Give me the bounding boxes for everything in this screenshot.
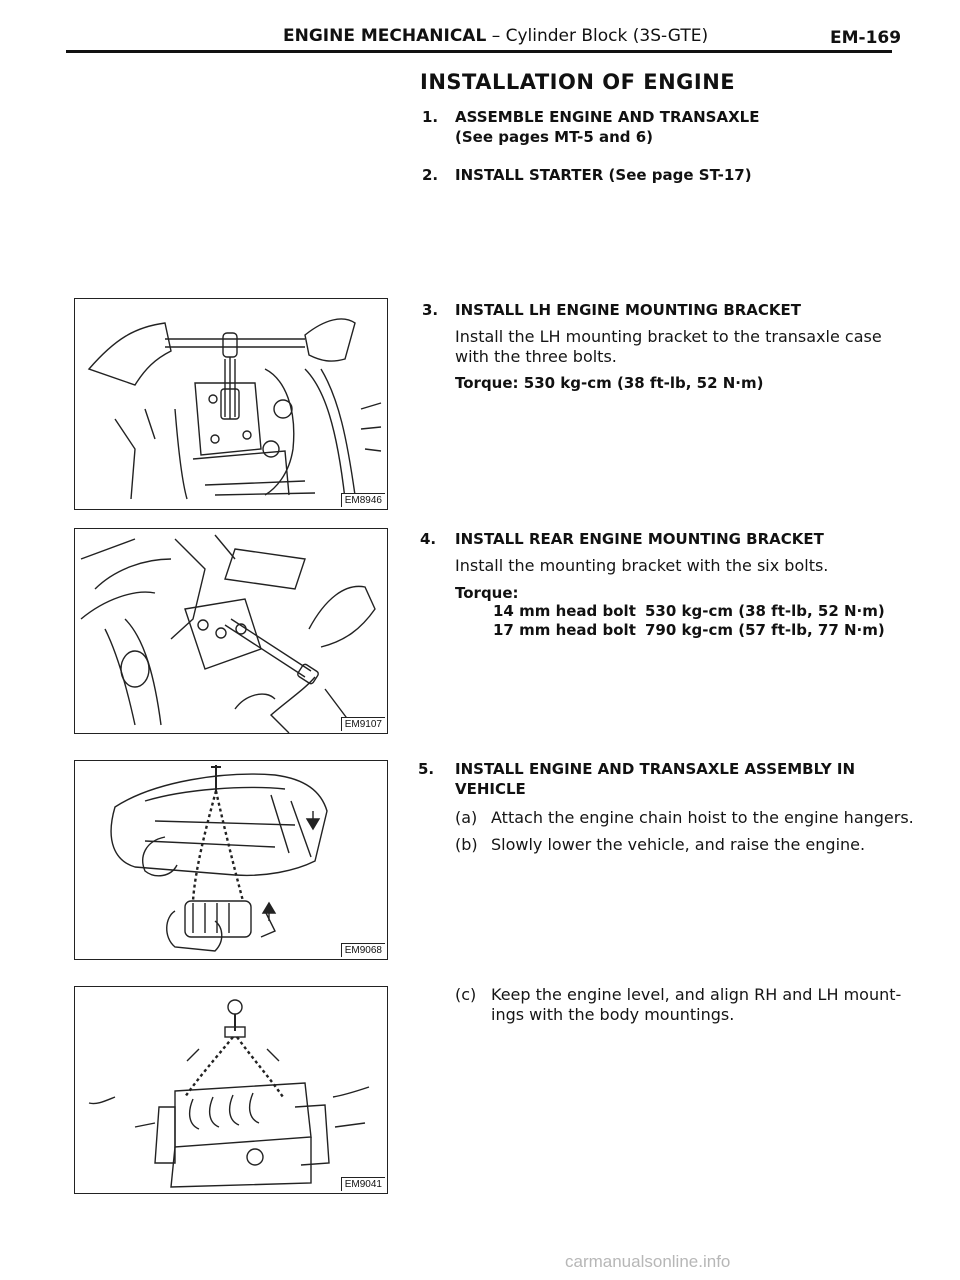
header-title-bold: ENGINE MECHANICAL [283, 26, 487, 46]
vehicle-engine-hoist-illustration [75, 761, 387, 959]
figure-code: EM8946 [341, 493, 385, 507]
substep-b-label: (b) [455, 835, 478, 854]
step-5-heading-line-1: INSTALL ENGINE AND TRANSAXLE ASSEMBLY IN [455, 760, 856, 778]
figure-em9068 [74, 760, 388, 960]
wrench-on-bracket-illustration [75, 299, 387, 509]
substep-c-line-1: Keep the engine level, and align RH and LH mount- [491, 985, 902, 1004]
substep-c-text [491, 985, 901, 1025]
substep-a-label: (a) [455, 808, 478, 827]
step-3-body-line-1: Install the LH mounting bracket to the transaxle case [455, 327, 882, 346]
substep-c-label: (c) [455, 985, 477, 1004]
figure-em9041 [74, 986, 388, 1194]
footer-watermark[interactable]: carmanualsonline.info [565, 1252, 731, 1271]
torque-row-value: 790 kg-cm (57 ft-lb, 77 N·m) [645, 621, 885, 639]
figure-em9107 [74, 528, 388, 734]
substep-c-line-2: ings with the body mountings. [491, 1005, 735, 1024]
step-3-body-line-2: with the three bolts. [455, 347, 617, 366]
section-title: INSTALLATION OF ENGINE [420, 70, 736, 94]
step-2-heading: INSTALL STARTER (See page ST-17) [455, 166, 752, 184]
header-title-rest: – Cylinder Block (3S-GTE) [486, 26, 709, 46]
figure-code: EM9107 [341, 717, 385, 731]
step-5-number: 5. [418, 760, 435, 778]
step-2-number: 2. [422, 166, 439, 184]
torque-row-bolt: 14 mm head bolt [493, 602, 636, 620]
step-5-heading [455, 759, 855, 799]
step-1-number: 1. [422, 108, 439, 126]
substep-a-text: Attach the engine chain hoist to the engine hangers. [491, 808, 914, 827]
header-rule [66, 50, 892, 53]
step-1-heading [455, 107, 759, 147]
step-3-number: 3. [422, 301, 439, 319]
substep-b-text: Slowly lower the vehicle, and raise the engine. [491, 835, 866, 854]
step-4-number: 4. [420, 530, 437, 548]
torque-row-bolt: 17 mm head bolt [493, 621, 636, 639]
step-3-body [455, 327, 882, 367]
step-1-heading-line-2: (See pages MT-5 and 6) [455, 128, 654, 146]
figure-code: EM9068 [341, 943, 385, 957]
step-3-heading: INSTALL LH ENGINE MOUNTING BRACKET [455, 301, 802, 319]
step-4-torque-label: Torque: [455, 584, 519, 602]
step-3-torque: Torque: 530 kg-cm (38 ft-lb, 52 N·m) [455, 374, 764, 392]
page-number: EM-169 [830, 28, 902, 48]
wrench-on-rear-bracket-illustration [75, 529, 387, 733]
step-4-heading: INSTALL REAR ENGINE MOUNTING BRACKET [455, 530, 824, 548]
step-4-body: Install the mounting bracket with the six bolts. [455, 556, 829, 575]
header-title [283, 26, 708, 46]
torque-row-value: 530 kg-cm (38 ft-lb, 52 N·m) [645, 602, 885, 620]
figure-code: EM9041 [341, 1177, 385, 1191]
step-5-heading-line-2: VEHICLE [455, 780, 526, 798]
step-1-heading-line-1: ASSEMBLE ENGINE AND TRANSAXLE [455, 108, 760, 126]
figure-em8946 [74, 298, 388, 510]
engine-chain-hoist-illustration [75, 987, 387, 1193]
